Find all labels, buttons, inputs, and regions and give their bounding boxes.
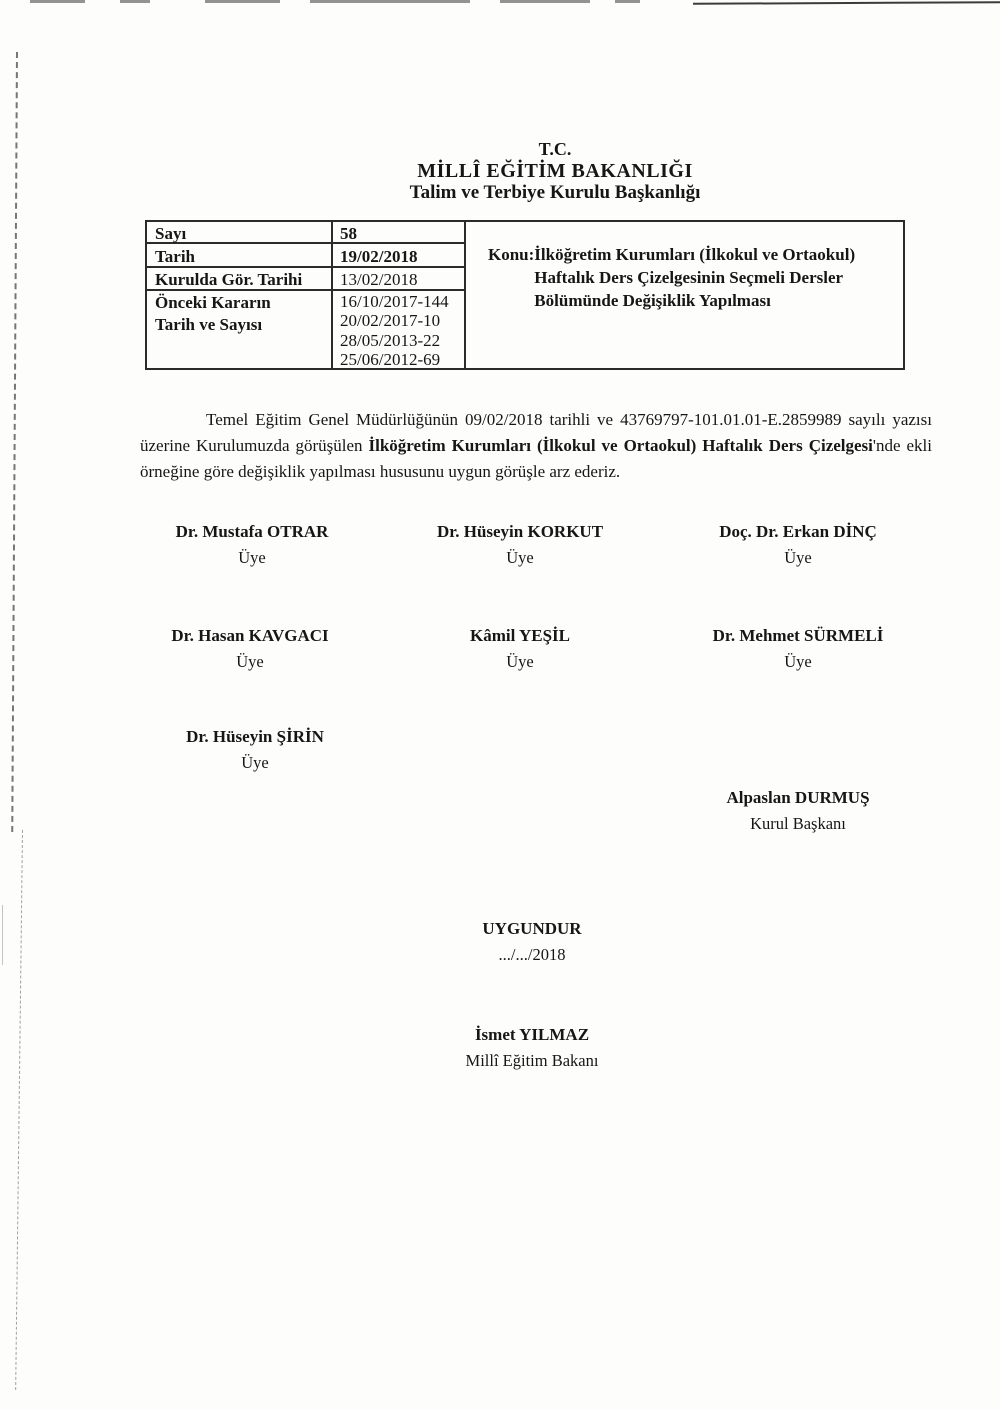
signatory-title: Üye — [241, 753, 269, 772]
body-intro: Temel Eğitim Genel Müdürlüğünün 09/02/2018 tarihli ve 43769797-101.01.01-E.2859989 sayılı yazısı üzerine Kurulumuzda görüşülen — [140, 410, 932, 455]
subject-lines — [534, 243, 855, 312]
scan-top-dash — [310, 0, 470, 3]
signature-yesil — [390, 626, 650, 672]
subject-label: Konu: — [488, 245, 535, 264]
letterhead-tc: T.C. — [538, 139, 572, 159]
body-paragraph — [140, 407, 932, 485]
label-sayi: Sayı — [155, 224, 187, 243]
body-outro: 'nde ekli örneğine göre değişiklik yapılması hususunu uygun görüşle arz ederiz. — [140, 436, 932, 481]
scan-edge-line — [15, 830, 23, 1390]
scan-edge-mark — [2, 905, 3, 965]
body-bold-phrase: İlköğretim Kurumları (İlkokul ve Ortaokul) Haftalık Ders Çizelgesi — [368, 436, 873, 455]
signatory-title: Üye — [506, 652, 534, 671]
chairman-name: Alpaslan DURMUŞ — [726, 788, 870, 807]
chairman-title: Kurul Başkanı — [750, 814, 846, 833]
scan-top-dash — [30, 0, 85, 3]
label-onceki-karar-1: Önceki Kararın — [155, 293, 271, 312]
letterhead-ministry: MİLLÎ EĞİTİM BAKANLIĞI — [417, 160, 693, 182]
approval-block — [402, 919, 662, 965]
scan-top-dash — [615, 0, 640, 3]
minister-name: İsmet YILMAZ — [474, 1025, 590, 1044]
label-kurulda-tarihi: Kurulda Gör. Tarihi — [155, 270, 303, 289]
signature-chairman — [668, 788, 928, 834]
signatory-title: Üye — [784, 548, 812, 567]
signatory-name: Kâmil YEŞİL — [470, 626, 570, 645]
label-tarih: Tarih — [155, 247, 196, 266]
signatory-name: Dr. Hüseyin ŞİRİN — [186, 727, 324, 746]
value-kurulda-tarihi: 13/02/2018 — [340, 270, 418, 289]
subject-line-3: Bölümünde Değişiklik Yapılması — [534, 291, 771, 310]
value-onceki-3: 28/05/2013-22 — [340, 331, 441, 350]
signatory-title: Üye — [506, 548, 534, 567]
table-border-bottom — [145, 368, 905, 370]
signature-minister — [402, 1025, 662, 1071]
value-onceki-4: 25/06/2012-69 — [340, 350, 441, 369]
subject-line-1: İlköğretim Kurumları (İlkokul ve Ortaokul) — [534, 245, 856, 264]
label-onceki-karar-2: Tarih ve Sayısı — [155, 315, 263, 334]
signatory-title: Üye — [236, 652, 264, 671]
signature-dinc — [668, 522, 928, 568]
signatory-name: Dr. Hasan KAVGACI — [171, 626, 329, 645]
value-sayi: 58 — [340, 224, 357, 243]
table-border-top — [145, 220, 905, 222]
signatory-name: Doç. Dr. Erkan DİNÇ — [719, 522, 877, 541]
signature-surmeli — [668, 626, 928, 672]
value-tarih: 19/02/2018 — [340, 247, 418, 266]
approval-label: UYGUNDUR — [482, 919, 582, 938]
signature-sirin — [125, 727, 385, 773]
subject-line-2: Haftalık Ders Çizelgesinin Seçmeli Dersler — [534, 268, 844, 287]
scan-edge-line — [11, 52, 18, 832]
signatory-name: Dr. Mehmet SÜRMELİ — [712, 626, 884, 645]
signatory-title: Üye — [784, 652, 812, 671]
letterhead — [140, 138, 970, 204]
value-onceki-2: 20/02/2017-10 — [340, 311, 441, 330]
minister-title: Millî Eğitim Bakanı — [465, 1051, 599, 1070]
signature-otrar — [122, 522, 382, 568]
subject-block — [488, 243, 908, 312]
approval-date: .../.../2018 — [498, 945, 566, 964]
scan-top-line — [693, 1, 1000, 5]
table-row-separator — [145, 242, 465, 244]
letterhead-board: Talim ve Terbiye Kurulu Başkanlığı — [409, 182, 701, 203]
scan-top-dash — [205, 0, 280, 3]
value-onceki-1: 16/10/2017-144 — [340, 292, 449, 311]
signatory-title: Üye — [238, 548, 266, 567]
signature-kavgaci — [120, 626, 380, 672]
signatory-name: Dr. Mustafa OTRAR — [175, 522, 329, 541]
scan-top-dash — [120, 0, 150, 3]
signatory-name: Dr. Hüseyin KORKUT — [436, 522, 604, 541]
signature-korkut — [390, 522, 650, 568]
scan-top-dash — [500, 0, 590, 3]
